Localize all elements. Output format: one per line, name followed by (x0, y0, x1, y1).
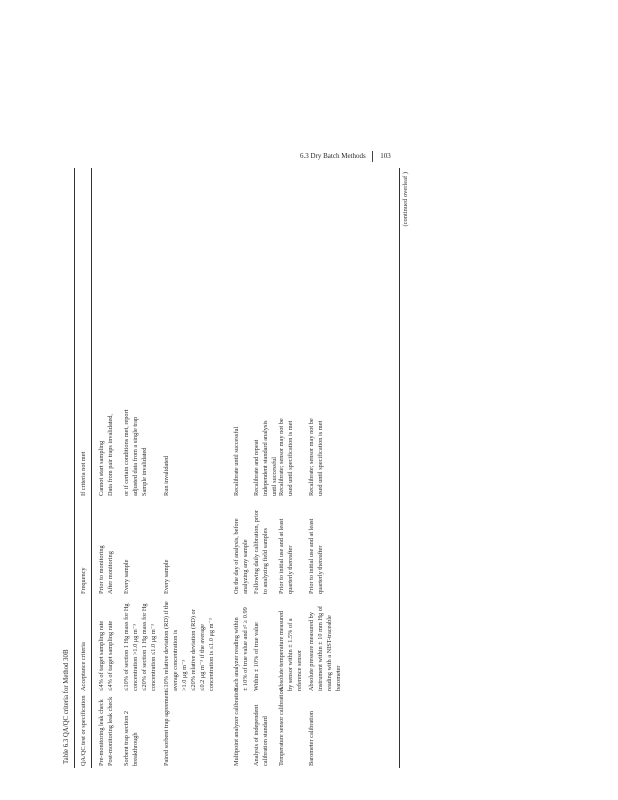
cell-frequency (252, 509, 270, 594)
cell-criteria (162, 601, 216, 691)
cell-line: Absolute temperature measured (278, 610, 285, 691)
cell-line: quarterly thereafter (287, 545, 294, 594)
cell-line: breakthrough (132, 732, 139, 766)
table-bottom-rule (399, 168, 400, 768)
column-header-test: QA/QC test or specification (80, 695, 87, 766)
cell-line: Pre-monitoring leak check (98, 699, 105, 766)
cell-criteria (97, 601, 115, 691)
cell-line: Every sample (123, 559, 130, 594)
cell-test (122, 696, 140, 766)
cell-frequency (122, 509, 131, 594)
cell-line: concentration ≤1.0 μg m⁻³ (150, 624, 157, 691)
cell-line: Prior to monitoring (98, 545, 105, 594)
cell-criteria (307, 601, 343, 691)
rotated-table-page (62, 168, 407, 768)
cell-line: Recalibrate and repeat (253, 439, 260, 496)
cell-line: to analyzing field samples (262, 528, 269, 594)
cell-line: Temperature sensor calibration (278, 688, 285, 766)
cell-action (122, 409, 149, 496)
table-caption: Table 6.3 QA/QC criteria for Method 30B (63, 649, 70, 764)
cell-line: until successful (271, 457, 278, 496)
cell-test (307, 696, 316, 766)
cell-line: independent standard analysis (262, 420, 269, 496)
cell-line: concentration is ≤1.0 μg m⁻³ (208, 618, 215, 691)
continued-note: (continued overleaf ) (402, 172, 409, 227)
cell-line: Barometer calibration (308, 710, 315, 766)
cell-line: adjusted data from a single trap (132, 416, 139, 496)
cell-action (307, 418, 325, 496)
cell-frequency (277, 509, 295, 594)
cell-line: Recalibrate until successful (233, 426, 240, 496)
cell-line: Prior to initial use and at least (308, 518, 315, 594)
section-title: 6.3 Dry Batch Methods (300, 152, 366, 161)
cell-line: Data from pair traps invalidated, (107, 413, 114, 496)
column-header-frequency: Frequency (80, 567, 87, 594)
cell-line: ≤10% relative deviation (RD) if the (163, 601, 170, 691)
cell-line: Sorbent trap section 2 (123, 710, 130, 766)
cell-line: ≤20% relative deviation (RD) or (190, 609, 197, 691)
cell-line: Post-monitoring leak check (107, 696, 114, 766)
cell-line: concentration >1.0 μg m⁻³ (132, 623, 139, 691)
cell-test (232, 687, 241, 766)
cell-action (277, 418, 295, 496)
cell-line: ≤4% of target sampling rate (98, 620, 105, 691)
page-number: 103 (380, 152, 391, 161)
table-header-rule (91, 168, 92, 768)
cell-frequency (307, 509, 325, 594)
cell-line: >1.0 μg m⁻³ (181, 659, 188, 691)
cell-line: Absolute pressure measured by (308, 612, 315, 691)
running-header (300, 151, 391, 162)
cell-test (97, 696, 115, 766)
cell-action (232, 421, 241, 496)
cell-line: Run invalidated (163, 455, 170, 496)
cell-line: quarterly thereafter (317, 545, 324, 594)
header-divider (372, 151, 373, 162)
cell-line: After monitoring (107, 551, 114, 594)
cell-frequency (232, 509, 250, 594)
cell-line: analyzing any sample (242, 539, 249, 594)
cell-line: used until specification is met (287, 420, 294, 496)
cell-line: reading with a NIST-traceable (326, 615, 333, 691)
cell-line: ± 10% of true value and r² ≥ 0.99 (242, 607, 249, 691)
cell-line: Following daily calibration, prior (253, 510, 260, 594)
cell-criteria (277, 601, 304, 691)
cell-frequency (162, 509, 171, 594)
cell-test (252, 696, 270, 766)
cell-line: ≤10% of section 1 Hg mass for Hg (123, 603, 130, 691)
cell-criteria (252, 601, 261, 691)
cell-line: calibration standard (262, 716, 269, 766)
column-header-criteria: Acceptance criteria (80, 642, 87, 691)
cell-line: Within ± 10% of true value (253, 622, 260, 691)
cell-action (97, 413, 115, 496)
cell-line: Every sample (163, 559, 170, 594)
cell-line: barometer (335, 665, 342, 691)
cell-line: Recalibrate; sensor may not be (308, 418, 315, 496)
cell-line: or if certain conditions met, report (123, 409, 130, 496)
cell-line: Paired sorbent trap agreement (163, 690, 170, 766)
table-top-rule (74, 168, 75, 768)
column-header-action: If criteria not met (80, 451, 87, 496)
cell-line: Cannot start sampling (98, 440, 105, 496)
cell-line: by sensor within ± 1.5% of a (287, 618, 294, 691)
cell-line: used until specification is met (317, 420, 324, 496)
cell-line: Each analyzer reading within (233, 617, 240, 691)
cell-frequency (97, 509, 115, 594)
cell-line: ≤20% of section 1 Hg mass for Hg (141, 603, 148, 691)
cell-line: On the day of analysis, before (233, 518, 240, 594)
cell-action (162, 421, 171, 496)
cell-line: Recalibrate; sensor may not be (278, 418, 285, 496)
cell-line: Sample invalidated (141, 447, 148, 496)
cell-line: average concentration is (172, 629, 179, 691)
cell-line: instrument within ± 10 mm Hg of (317, 606, 324, 691)
cell-criteria (232, 601, 250, 691)
cell-line: Analysis of independent (253, 704, 260, 766)
cell-line: ≤0.2 μg m⁻³ if the average (199, 624, 206, 691)
cell-line: Prior to initial use and at least (278, 518, 285, 594)
cell-test (162, 690, 171, 766)
cell-line: Multipoint analyzer calibration (233, 687, 240, 766)
cell-criteria (122, 601, 158, 691)
cell-test (277, 688, 286, 766)
cell-action (252, 421, 279, 496)
cell-line: reference sensor (296, 649, 303, 691)
cell-line: ≤4% of target sampling rate (107, 620, 114, 691)
